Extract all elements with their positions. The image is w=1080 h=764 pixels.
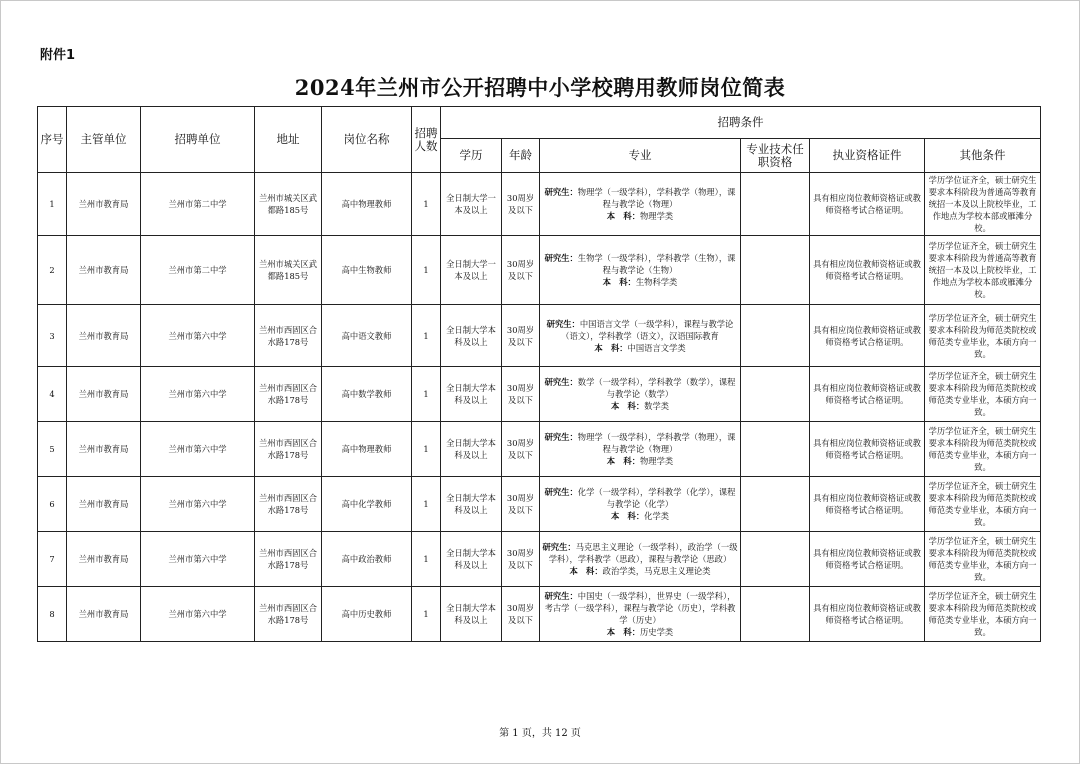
undergrad-label: 本 科： — [606, 211, 640, 221]
cell-count: 1 — [412, 367, 441, 422]
cell-education: 全日制大学本科及以上 — [441, 422, 502, 477]
cell-dept: 兰州市教育局 — [67, 236, 141, 305]
cell-license: 具有相应岗位教师资格证或教师资格考试合格证明。 — [810, 367, 925, 422]
table-row — [38, 532, 1041, 587]
header-dept: 主管单位 — [67, 107, 141, 173]
cell-tech-title — [741, 477, 810, 532]
cell-position: 高中政治教师 — [322, 532, 412, 587]
grad-label: 研究生： — [546, 318, 580, 329]
undergrad-label: 本 科： — [610, 511, 645, 521]
cell-license: 具有相应岗位教师资格证或教师资格考试合格证明。 — [810, 587, 925, 642]
cell-unit: 兰州市第二中学 — [141, 236, 255, 305]
undergrad-label: 本 科： — [610, 401, 645, 411]
page-number: 第 1 页，共 12 页 — [499, 728, 581, 739]
grad-majors: 马克思主义理论（一级学科），政治学（一级学科），学科教学（思政），课程与教学论（思政） — [548, 542, 738, 564]
cell-seq: 8 — [38, 587, 67, 642]
cell-position: 高中语文教师 — [322, 305, 412, 367]
cell-address: 兰州市西固区合水路178号 — [255, 305, 322, 367]
cell-other: 学历学位证齐全，硕士研究生要求本科阶段为师范类院校或师范类专业毕业，本硕方向一致。 — [925, 532, 1041, 587]
cell-unit: 兰州市第六中学 — [141, 422, 255, 477]
grad-majors: 数学（一级学科），学科教学（数学），课程与教学论（数学） — [577, 377, 736, 399]
cell-license: 具有相应岗位教师资格证或教师资格考试合格证明。 — [810, 532, 925, 587]
undergrad-majors: 数学类 — [644, 401, 670, 411]
cell-count: 1 — [412, 422, 441, 477]
grad-majors: 生物学（一级学科），学科教学（生物），课程与教学论（生物） — [577, 253, 736, 275]
document-title: 2024年兰州市公开招聘中小学校聘用教师岗位简表 — [294, 75, 786, 100]
cell-age: 30周岁及以下 — [502, 422, 540, 477]
cell-license: 具有相应岗位教师资格证或教师资格考试合格证明。 — [810, 173, 925, 236]
grad-label: 研究生： — [544, 377, 578, 387]
table-row — [38, 477, 1041, 532]
cell-license: 具有相应岗位教师资格证或教师资格考试合格证明。 — [810, 305, 925, 367]
undergrad-majors: 历史学类 — [640, 627, 674, 637]
cell-unit: 兰州市第二中学 — [141, 173, 255, 236]
cell-position: 高中物理教师 — [322, 422, 412, 477]
grad-majors: 化学（一级学科），学科教学（化学），课程与教学论（化学） — [577, 487, 736, 509]
cell-unit: 兰州市第六中学 — [141, 532, 255, 587]
undergrad-majors: 政治学类，马克思主义理论类 — [602, 566, 711, 576]
undergrad-label: 本 科： — [569, 566, 603, 576]
grad-majors: 物理学（一级学科），学科教学（物理），课程与教学论（物理） — [577, 187, 736, 209]
cell-count: 1 — [412, 173, 441, 236]
grad-majors: 中国史（一级学科），世界史（一级学科），考古学（一级学科），课程与教学论（历史），学科教学（历史） — [544, 591, 736, 625]
undergrad-majors: 化学类 — [644, 511, 670, 521]
header-unit: 招聘单位 — [141, 107, 255, 173]
cell-education: 全日制大学本科及以上 — [441, 477, 502, 532]
cell-age: 30周岁及以下 — [502, 305, 540, 367]
cell-count: 1 — [412, 305, 441, 367]
cell-seq: 6 — [38, 477, 67, 532]
cell-count: 1 — [412, 587, 441, 642]
table-row — [38, 173, 1041, 236]
cell-dept: 兰州市教育局 — [67, 532, 141, 587]
cell-major — [540, 173, 741, 236]
cell-major — [540, 422, 741, 477]
grad-label: 研究生： — [544, 487, 578, 497]
cell-dept: 兰州市教育局 — [67, 305, 141, 367]
cell-education: 全日制大学本科及以上 — [441, 367, 502, 422]
table-row — [38, 422, 1041, 477]
cell-major — [540, 236, 741, 305]
cell-age: 30周岁及以下 — [502, 532, 540, 587]
cell-seq: 2 — [38, 236, 67, 305]
cell-address: 兰州市西固区合水路178号 — [255, 477, 322, 532]
cell-position: 高中数学教师 — [322, 367, 412, 422]
header-major: 专业 — [540, 139, 741, 173]
cell-count: 1 — [412, 532, 441, 587]
cell-major — [540, 532, 741, 587]
undergrad-label: 本 科： — [606, 456, 640, 466]
table-row — [38, 236, 1041, 305]
cell-address: 兰州市城关区武都路185号 — [255, 236, 322, 305]
cell-license: 具有相应岗位教师资格证或教师资格考试合格证明。 — [810, 477, 925, 532]
cell-dept: 兰州市教育局 — [67, 587, 141, 642]
cell-dept: 兰州市教育局 — [67, 367, 141, 422]
grad-label: 研究生： — [544, 187, 578, 197]
header-education: 学历 — [441, 139, 502, 173]
header-seq: 序号 — [38, 107, 67, 173]
cell-other: 学历学位证齐全，硕士研究生要求本科阶段为师范类院校或师范类专业毕业，本硕方向一致。 — [925, 305, 1041, 367]
cell-seq: 1 — [38, 173, 67, 236]
cell-license: 具有相应岗位教师资格证或教师资格考试合格证明。 — [810, 236, 925, 305]
table-row — [38, 587, 1041, 642]
cell-age: 30周岁及以下 — [502, 173, 540, 236]
cell-dept: 兰州市教育局 — [67, 477, 141, 532]
header-count: 招聘人数 — [412, 107, 441, 173]
header-tech-title: 专业技术任职资格 — [741, 139, 810, 173]
cell-major — [540, 477, 741, 532]
grad-majors: 物理学（一级学科），学科教学（物理），课程与教学论（物理） — [577, 432, 736, 454]
cell-position: 高中历史教师 — [322, 587, 412, 642]
cell-other: 学历学位证齐全，硕士研究生要求本科阶段为师范类院校或师范类专业毕业，本硕方向一致。 — [925, 367, 1041, 422]
cell-major — [540, 305, 741, 367]
undergrad-majors: 物理学类 — [640, 456, 674, 466]
undergrad-majors: 物理学类 — [640, 211, 674, 221]
undergrad-label: 本 科： — [594, 342, 628, 353]
cell-seq: 5 — [38, 422, 67, 477]
cell-address: 兰州市西固区合水路178号 — [255, 587, 322, 642]
cell-major — [540, 367, 741, 422]
cell-tech-title — [741, 587, 810, 642]
cell-education: 全日制大学一本及以上 — [441, 236, 502, 305]
undergrad-majors: 中国语言文学类 — [627, 342, 686, 353]
grad-label: 研究生： — [544, 253, 578, 263]
cell-tech-title — [741, 422, 810, 477]
cell-address: 兰州市城关区武都路185号 — [255, 173, 322, 236]
cell-other: 学历学位证齐全，硕士研究生要求本科阶段为普通高等教育统招一本及以上院校毕业，工作地点为学校本部或雁滩分校。 — [925, 236, 1041, 305]
cell-education: 全日制大学本科及以上 — [441, 532, 502, 587]
cell-major — [540, 587, 741, 642]
cell-tech-title — [741, 173, 810, 236]
cell-unit: 兰州市第六中学 — [141, 477, 255, 532]
table-row — [38, 367, 1041, 422]
cell-address: 兰州市西固区合水路178号 — [255, 367, 322, 422]
cell-tech-title — [741, 367, 810, 422]
cell-license: 具有相应岗位教师资格证或教师资格考试合格证明。 — [810, 422, 925, 477]
undergrad-label: 本 科： — [606, 627, 640, 637]
grad-label: 研究生： — [542, 542, 576, 552]
table-row — [38, 305, 1041, 367]
cell-seq: 7 — [38, 532, 67, 587]
cell-other: 学历学位证齐全，硕士研究生要求本科阶段为师范类院校或师范类专业毕业，本硕方向一致。 — [925, 587, 1041, 642]
cell-dept: 兰州市教育局 — [67, 422, 141, 477]
grad-label: 研究生： — [544, 432, 578, 442]
header-age: 年龄 — [502, 139, 540, 173]
cell-education: 全日制大学本科及以上 — [441, 587, 502, 642]
header-conditions: 招聘条件 — [441, 107, 1041, 139]
cell-other: 学历学位证齐全，硕士研究生要求本科阶段为普通高等教育统招一本及以上院校毕业，工作地点为学校本部或雁滩分校。 — [925, 173, 1041, 236]
cell-unit: 兰州市第六中学 — [141, 587, 255, 642]
cell-count: 1 — [412, 236, 441, 305]
cell-count: 1 — [412, 477, 441, 532]
cell-address: 兰州市西固区合水路178号 — [255, 532, 322, 587]
grad-majors: 中国语言文学（一级学科），课程与教学论（语文），学科教学（语文），汉语国际教育 — [561, 318, 734, 341]
undergrad-label: 本 科： — [602, 277, 636, 287]
cell-position: 高中生物教师 — [322, 236, 412, 305]
cell-other: 学历学位证齐全，硕士研究生要求本科阶段为师范类院校或师范类专业毕业，本硕方向一致。 — [925, 422, 1041, 477]
grad-label: 研究生： — [544, 591, 578, 601]
undergrad-majors: 生物科学类 — [635, 277, 678, 287]
cell-age: 30周岁及以下 — [502, 477, 540, 532]
cell-tech-title — [741, 236, 810, 305]
cell-other: 学历学位证齐全，硕士研究生要求本科阶段为师范类院校或师范类专业毕业，本硕方向一致。 — [925, 477, 1041, 532]
cell-seq: 4 — [38, 367, 67, 422]
cell-position: 高中化学教师 — [322, 477, 412, 532]
recruitment-table — [37, 106, 1041, 642]
cell-dept: 兰州市教育局 — [67, 173, 141, 236]
cell-age: 30周岁及以下 — [502, 236, 540, 305]
cell-education: 全日制大学本科及以上 — [441, 305, 502, 367]
cell-age: 30周岁及以下 — [502, 367, 540, 422]
cell-address: 兰州市西固区合水路178号 — [255, 422, 322, 477]
attachment-label: 附件1 — [40, 48, 76, 63]
cell-tech-title — [741, 305, 810, 367]
cell-unit: 兰州市第六中学 — [141, 367, 255, 422]
cell-age: 30周岁及以下 — [502, 587, 540, 642]
cell-education: 全日制大学一本及以上 — [441, 173, 502, 236]
header-address: 地址 — [255, 107, 322, 173]
cell-position: 高中物理教师 — [322, 173, 412, 236]
cell-tech-title — [741, 532, 810, 587]
cell-seq: 3 — [38, 305, 67, 367]
header-license: 执业资格证件 — [810, 139, 925, 173]
header-other: 其他条件 — [925, 139, 1041, 173]
cell-unit: 兰州市第六中学 — [141, 305, 255, 367]
header-position: 岗位名称 — [322, 107, 412, 173]
